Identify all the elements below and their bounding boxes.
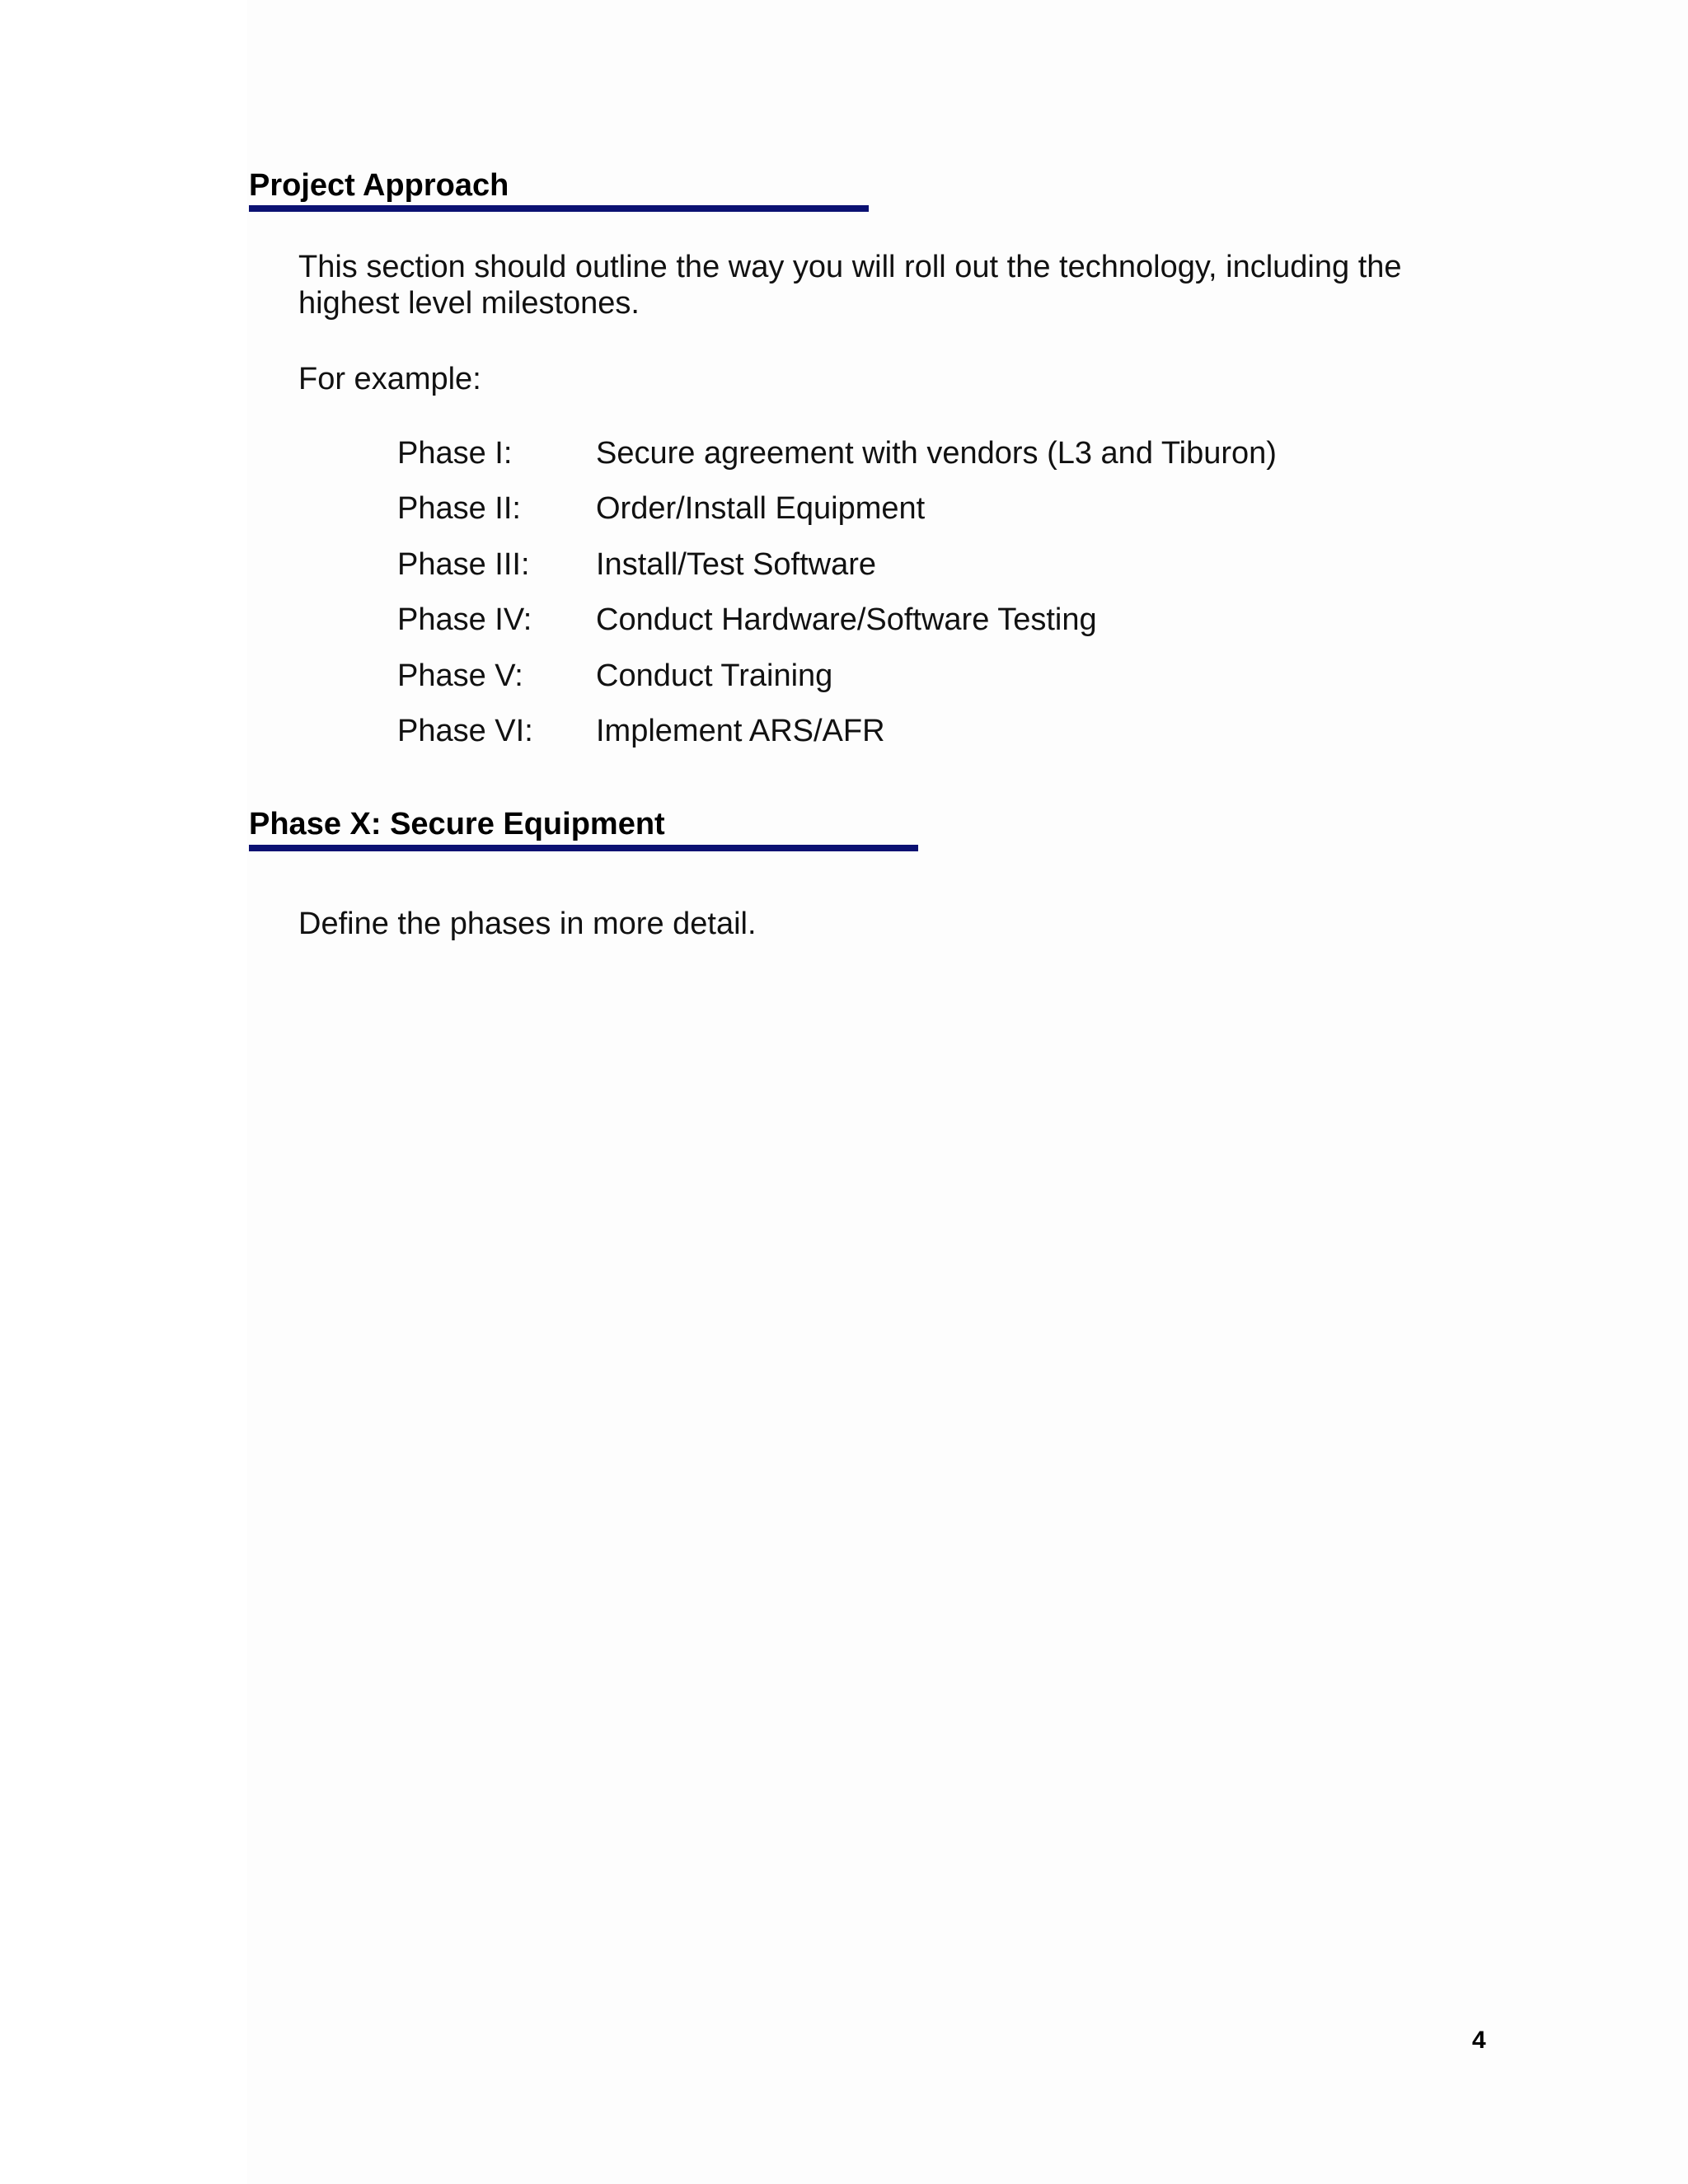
phase-description: Implement ARS/AFR	[596, 714, 885, 748]
phase-label: Phase III:	[397, 547, 530, 582]
phase-label: Phase IV:	[397, 602, 532, 637]
phase-label: Phase VI:	[397, 714, 533, 748]
heading-underline	[249, 205, 869, 212]
intro-paragraph: This section should outline the way you will roll out the technology, including the highest level milestones.	[298, 250, 1402, 321]
phase-description: Order/Install Equipment	[596, 491, 926, 526]
phase-description: Secure agreement with vendors (L3 and Tiburon)	[596, 436, 1277, 471]
heading-underline	[249, 845, 918, 851]
body-paragraph: Define the phases in more detail.	[298, 907, 757, 941]
phase-label: Phase V:	[397, 658, 523, 693]
example-label: For example:	[298, 362, 481, 396]
section-heading-phase-x: Phase X: Secure Equipment	[249, 807, 665, 841]
phase-label: Phase II:	[397, 491, 521, 526]
phase-label: Phase I:	[397, 436, 513, 471]
phase-description: Install/Test Software	[596, 547, 877, 582]
phase-description: Conduct Training	[596, 658, 833, 693]
section-heading-project-approach: Project Approach	[249, 168, 509, 203]
phase-description: Conduct Hardware/Software Testing	[596, 602, 1097, 637]
page-number: 4	[1472, 2027, 1486, 2054]
